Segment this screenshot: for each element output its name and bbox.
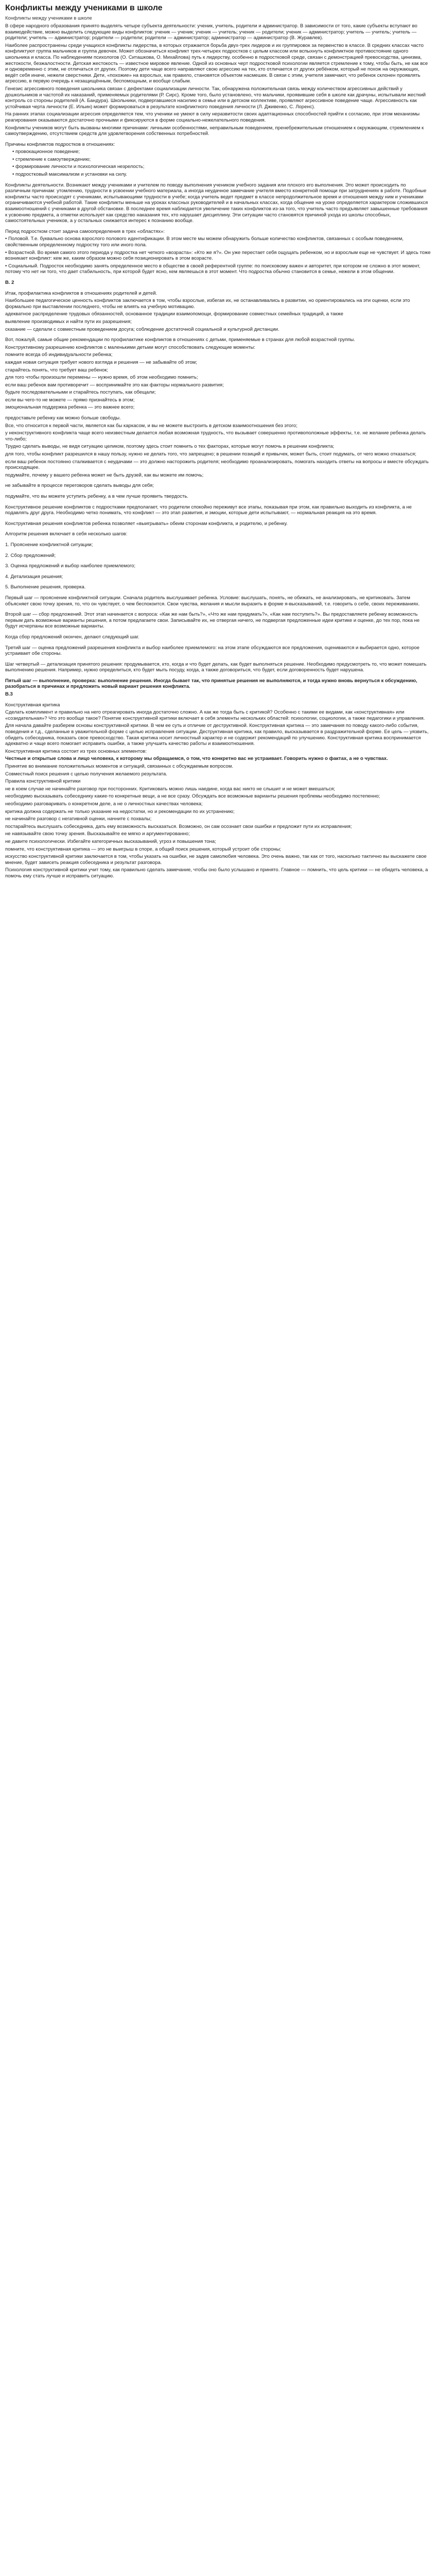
paragraph: Психология конструктивной критики учит тому, как правильно сделать замечание, чтобы оно было услышано и принято. Главное — помнить, что цель критики — не обидеть человека, а помочь ему стать лучше и исправить ситуацию. bbox=[5, 867, 428, 879]
paragraph: критика должна содержать не только указание на недостатки, но и рекомендации по их устранению; bbox=[5, 808, 235, 815]
paragraph: необходимо разговаривать о конкретном деле, а не о личностных качествах человека; bbox=[5, 801, 203, 807]
paragraph: На ранних этапах социализации агрессия определяется тем, что ученики не умеют в силу неразвитости своих адаптационных способностей прийти к согласию, при этом механизмы реагирования оказываются достаточно прочными и фиксируются в форме социально-нежелательного поведения. bbox=[5, 111, 420, 123]
paragraph: если ваш ребенок постоянно сталкивается с неудачами — это должно насторожить родителя; необходимо проанализировать, помогать находить ответы на вопросы и вместе обсуждать происходящее. bbox=[5, 459, 429, 471]
paragraph: Первый шаг — прояснение конфликтной ситуации. Сначала родитель выслушивает ребенка. Условие: выслушать, понять, не обижать, не анализировать, не критиковать. Затем объясняет свою точку зрения, то, что он чувствует, о чем беспокоится. Свои чувства, желания и мысли выразить в форме я-высказываний, т.е. говорить о себе, своих переживаниях. bbox=[5, 595, 420, 607]
paragraph: необходимо высказывать собеседнику какие-то конкретные вещи, а не все сразу. Обсуждать все возможные варианты решения проблемы необходимо постепенно; bbox=[5, 793, 380, 800]
paragraph: не давите психологически. Избегайте категоричных высказываний, угроз и повышения тона; bbox=[5, 838, 216, 844]
paragraph: помните всегда об индивидуальности ребенка; bbox=[5, 352, 113, 358]
paragraph: Наибольшее педагогическое ценность конфликтов заключается в том, чтобы взрослые, избегая их, не останавливались в развитии, но ориентировались на эти оценки, если это формально при выставлении последнего, чтобы не влиять на учебную мотивацию. bbox=[5, 298, 410, 310]
paragraph: для того, чтобы конфликт разрешился в нашу пользу, нужно не делать того, что запрещено; в решении позиций и привычек, может быть, стоит подумать, от чего можно отказаться; bbox=[5, 451, 416, 457]
paragraph: Итак, профилактика конфликтов в отношениях родителей и детей. bbox=[5, 290, 158, 296]
paragraph: Когда сбор предложений окончен, делают следующий шаг. bbox=[5, 634, 139, 640]
paragraph: Причины конфликтов подростков в отношениях: bbox=[5, 141, 115, 147]
paragraph: Конструктивная критика bbox=[5, 702, 60, 708]
paragraph: • провокационное поведение; bbox=[12, 149, 80, 155]
paragraph: старайтесь понять, что требует ваш ребенок; bbox=[5, 367, 109, 373]
paragraph: Для начала давайте разберем основы конструктивной критики. В чем ее суть и отличие от деструктивной. Конструктивная критика — это замечания по поводу какого-либо события, поведения и т.д., сделанные в уважительной форме с целью исправления ситуации. Деструктивная критика, как правило, высказывается в раздражительной форме. Ее цель — уязвить, обидеть собеседника, показать свое превосходство. Такая критика носит личностный характер и не содержит рекомендаций по улучшению. Конструктивная критика воспринимается адекватно и чаще всего помогает исправить ошибки, а также улучшить качество работы и взаимоотношения. bbox=[5, 723, 429, 747]
page-title: Конфликты между учениками в школе bbox=[5, 4, 163, 12]
paragraph: Совместный поиск решения с целью получения желаемого результата. bbox=[5, 771, 167, 777]
paragraph: 5. Выполнение решения, проверка. bbox=[5, 584, 86, 590]
paragraph: Вот, пожалуй, самые общие рекомендации по профилактике конфликтов в отношениях с детьми, применяемые в странах для любой возрастной группы. bbox=[5, 337, 355, 343]
document-body bbox=[5, 23, 431, 879]
paragraph: Генезис агрессивного поведения школьника связан с дефектами социализации личности. Так, обнаружена положительная связь между количеством агрессивных действий у дошкольников и частотой их наказаний, применяемых родителями (Р. Сирс). Кроме того, было установлено, что мальчики, проявившие себя в школе как драчуны, испытывали жесткий контроль со стороны родителей (А. Бандура). Школьники, подвергавшиеся насилию в семье или в детском коллективе, проявляют агрессивное поведение чаще. Агрессивность как устойчивая черта личности (Е. Ильин) может формироваться в результате конфликтного поведения личности (Л. Дживенко, С. Лоренс). bbox=[5, 86, 426, 110]
paragraph: помните, что конструктивная критика — это не выигрыш в споре, а общий поиск решения, который устроит обе стороны; bbox=[5, 846, 282, 852]
paragraph: будьте последовательными и старайтесь поступать, как обещали; bbox=[5, 389, 156, 396]
paragraph: каждая новая ситуация требует нового взгляда и решения — не забывайте об этом; bbox=[5, 359, 197, 365]
paragraph: адекватное распределение трудовых обязанностей, основанное традиции взаимопомощи, формирование совместных семейных традиций, а также bbox=[5, 311, 343, 317]
paragraph: • подростковый максимализм и установки на силу. bbox=[12, 172, 127, 178]
paragraph: 3. Оценка предложений и выбор наиболее приемлемого; bbox=[5, 563, 136, 569]
paragraph: Конфликты деятельности. Возникают между учениками и учителем по поводу выполнения учеником учебного задания или плохого его выполнения. Это может происходить по различным причинам: утомлению, трудности в усвоении учебного материала, а иногда неудачное замечание учителя вместо конкретной помощи при затруднениях в работе. Подобные конфликты часто происходят с учениками, испытывающими трудности в учебе; когда учитель ведет предмет в классе непродолжительное время и отношения между ним и учениками ограничиваются учебной работой. Такие конфликты меньше на уроках классных руководителей и в начальных классах, когда общение на уроке определяется характером сложившихся взаимоотношений с учениками в другой обстановке. В последнее время наблюдается увеличение таких конфликтов из-за того, что учитель часто предъявляет завышенные требования к усвоению предмета, а отметки использует как средство наказания тех, кто нарушает дисциплину. Эти ситуации часто становятся причиной ухода из школы способных, самостоятельных учеников, а у остальных снижается интерес к познанию вообще. bbox=[5, 182, 428, 224]
paragraph: Пятый шаг — выполнение, проверка: выполнение решения. Иногда бывает так, что принятые решения не выполняются, и тогда нужно вновь вернуться к обсуждению, разобраться в причинах и предложить новый вариант решения конфликта. bbox=[5, 677, 417, 690]
paragraph: постарайтесь выслушать собеседника, дать ему возможность высказаться. Возможно, он сам осознает свои ошибки и предложит пути их исправления; bbox=[5, 823, 352, 829]
paragraph: подумайте, почему у вашего ребенка может не быть друзей, как вы можете им помочь; bbox=[5, 472, 204, 478]
paragraph: Правила конструктивной критики bbox=[5, 778, 81, 785]
paragraph: 2. Сбор предложений; bbox=[5, 552, 56, 558]
paragraph: не навязывайте свою точку зрения. Высказывайте ее мягко и аргументированно; bbox=[5, 831, 190, 837]
paragraph: выявление производимых и найти пути их разрешения; bbox=[5, 318, 132, 325]
paragraph: не в коем случае не начинайте разговор при посторонних. Критиковать можно лишь наедине, когда вас никто не слышит и не может вмешаться; bbox=[5, 786, 335, 792]
paragraph: Все, что относится к первой части, является как бы каркасом, и вы не можете выстроить в детском взаимоотношения без этого; bbox=[5, 422, 298, 429]
paragraph: • Возрастной. Во время самого этого периода у подростка нет четкого «возраста»: «Кто же я?». Он уже перестает себя ощущать ребенком, но и взрослым еще не чувствует. И здесь тоже возникает конфликт: кем же, каким образом можно себя позиционировать в этом возрасте. bbox=[5, 249, 431, 262]
paragraph: Честные и открытые слова и лицо человека, к которому мы обращаемся, о том, что конкретно вас не устраивает. Говорить нужно о фактах, а не о чувствах. bbox=[5, 756, 388, 762]
paragraph: Второй шаг — сбор предложений. Этот этап начинается с вопроса: «Как же нам быть?», «Что же нам придумать?», «Как нам поступить?». Вы предоставляете ребенку возможность первым дать возможные варианты решения, а потом предлагаете свои. Записывайте их, не отвергая ничего, не подвергая предложенные идеи критике и оценке, до тех пор, пока не будут исчерпаны все возможные варианты. bbox=[5, 612, 420, 630]
paragraph: искусство конструктивной критики заключается в том, чтобы указать на ошибки, не задев самолюбия человека. Это очень важно, так как от того, насколько тактично вы выскажете свое мнение, будет зависеть реакция собеседника и результат разговора. bbox=[5, 854, 427, 866]
paragraph: В сфере народного образования принято выделять четыре субъекта деятельности: ученик, учитель, родители и администратор. В зависимости от того, какие субъекты вступают во взаимодействие, можно выделить следующие виды конфликтов: ученик — ученик; ученик — учитель; ученик — родители; ученик — администратор; учитель — учитель; учитель — родители; учитель — администратор; родители — родители; родители — администратор; администратор — администратор (В. Журавлев). bbox=[5, 23, 417, 41]
paragraph: Конструктивному разрешению конфликтов с маленькими детьми могут способствовать следующие моменты: bbox=[5, 344, 255, 350]
paragraph: Наиболее распространены среди учащихся конфликты лидерства, в которых отражается борьба двух-трех лидеров и их группировок за первенство в классе. В средних классах часто конфликтуют группа мальчиков и группа девочек. Может обозначиться конфликт трех-четырех подростков с целым классом или вспыхнуть конфликтное противостояние одного школьника и класса. По наблюдениям психологов (О. Ситашкова, О. Михайлова) путь к лидерству, особенно в подростковой среде, связан с демонстрацией превосходства, цинизма, жестокости, безжалостности. Детская жестокость — известное мировое явление. Одной из основных черт подростковой психологии является стремление к тому, чтобы быть, не как все и одновременно с этим, не отличаться от других. Поэтому дети чаще всего направляют свою агрессию на тех, кто отличается от других ребёнком, который не похож на окружающих, ведёт себя иначе, нежели сверстники. Дети, «похожие» на взрослых, как правило, становятся объектом насмешек. В связи с этим, учителя замечают, что ребенок склонен проявлять агрессию, в первую очередь к незащищённым, беспомощным, и вообще слабым. bbox=[5, 42, 428, 84]
paragraph: Принятие во внимание положительных моментов и ситуаций, связанных с обсуждаемым вопросом. bbox=[5, 764, 233, 769]
paragraph: Алгоритм решения включает в себя несколько шагов: bbox=[5, 531, 128, 537]
paragraph: Сделать комплимент и правильно на него отреагировать иногда достаточно сложно. А как же тогда быть с критикой? Особенно с такими ее видами, как «конструктивная» или «созидательная»? Что это вообще такое? Понятие конструктивной критики включает в себя элементы нескольких областей: психологии, социологии, а также педагогики и управления. bbox=[5, 709, 425, 721]
paragraph: Третий шаг — оценка предложений разрешения конфликта и выбор наиболее приемлемого: на этом этапе обсуждаются все предложения, оцениваются и выбирается одно, которое устраивает обе стороны. bbox=[5, 645, 420, 657]
paragraph: • Половой. Т.е. буквально основа взрослого полового идентификации. В этом месте мы можем обнаружить больше количество конфликтов, связанных с особым поведением, свойственным определенному подростку того или иного пола. bbox=[5, 236, 404, 248]
paragraph: Конфликты учеников могут быть вызваны многими причинами: личными особенностями, неправильным поведением, пренебрежительным отношением к окружающим, стремлением к самоутверждению, отсутствием средств для удовлетворения собственных потребностей. bbox=[5, 125, 424, 137]
paragraph: сказание — сделали с совместным проведением досуга; соблюдение достаточной социальной и культурной дистанции. bbox=[5, 326, 280, 332]
paragraph: не начинайте разговор с негативной оценки, начните с похвалы; bbox=[5, 816, 152, 822]
paragraph: 1. Прояснение конфликтной ситуации; bbox=[5, 541, 93, 548]
paragraph: • формирование личности и психологическая незрелость; bbox=[12, 164, 145, 170]
paragraph: • Социальный. Подросток необходимо занять определенное место в обществе в своей референтной группе: по поисковому важен и авторитет, при котором не сложно в этот момент, потому что нет ни того, что дает стабильность, при которой будет ясно, кем являешься в этот момент. Что подростка обычно становится в семье, нежели в этом общении. bbox=[5, 263, 421, 275]
paragraph: если ваш ребенок вам противоречит — воспринимайте это как факторы нормального развития; bbox=[5, 382, 224, 388]
paragraph: если вы чего-то не можете — прямо признайтесь в этом; bbox=[5, 397, 135, 403]
paragraph: для того чтобы произошли перемены — нужно время, об этом необходимо помнить; bbox=[5, 375, 198, 381]
document-page bbox=[0, 0, 436, 891]
paragraph: Шаг четвертый — детализация принятого решения: продумывается, кто, когда и что будет делать, как будет выполняться решение. Необходимо предусмотреть то, что может помешать выполнению решения. Например, нужно определиться, кто будет мыть посуду, когда, а также договориться, что будет, если договоренность будет нарушена. bbox=[5, 661, 427, 673]
paragraph: подумайте, что вы можете уступить ребенку, а в чем лучше проявить твердость. bbox=[5, 494, 188, 499]
paragraph: предоставьте ребенку как можно больше свободы. bbox=[5, 415, 121, 421]
paragraph: эмоциональная поддержка ребенка — это важнее всего; bbox=[5, 404, 135, 411]
paragraph: не забывайте в процессе переговоров сделать выводы для себя; bbox=[5, 483, 154, 489]
paragraph: Перед подростком стоит задача самоопределения в трех «областях»: bbox=[5, 228, 165, 234]
paragraph: Конструктивная критика состоит из трех основных элементов: bbox=[5, 748, 147, 754]
paragraph: Конструктивное решение конфликтов с подростками предполагает, что родители спокойно переживут все этапы, показывая при этом, как правильно выходить из конфликта, а не подавлять друг друга. Необходимо четко понимать, что конфликт — это этап развития, и эмоции, которые дети испытывают, — нормальная реакция на это время. bbox=[5, 504, 412, 516]
paragraph: Трудно сделать выводы, не видя ситуацию целиком, поэтому здесь стоит помнить о тех факторах, которые могут помочь в решении конфликта; bbox=[5, 444, 335, 450]
paragraph: у неконструктивного конфликта чаще всего неизвестным делается любая возможная трудность, что вызывает совершенно противоположные эффекты, т.е. не желание ребенка делать что-либо; bbox=[5, 430, 426, 442]
page-subtitle: Конфликты между учениками в школе bbox=[5, 15, 92, 21]
paragraph: • стремление к самоутверждению; bbox=[12, 156, 91, 162]
paragraph: В.3 bbox=[5, 691, 13, 698]
paragraph: 4. Детализация решения; bbox=[5, 573, 63, 580]
paragraph: Конструктивная решения конфликтов ребенка позволяет «выигрывать» обеим сторонам конфликта, и родителю, и ребенку. bbox=[5, 520, 288, 527]
paragraph: В. 2 bbox=[5, 279, 14, 285]
